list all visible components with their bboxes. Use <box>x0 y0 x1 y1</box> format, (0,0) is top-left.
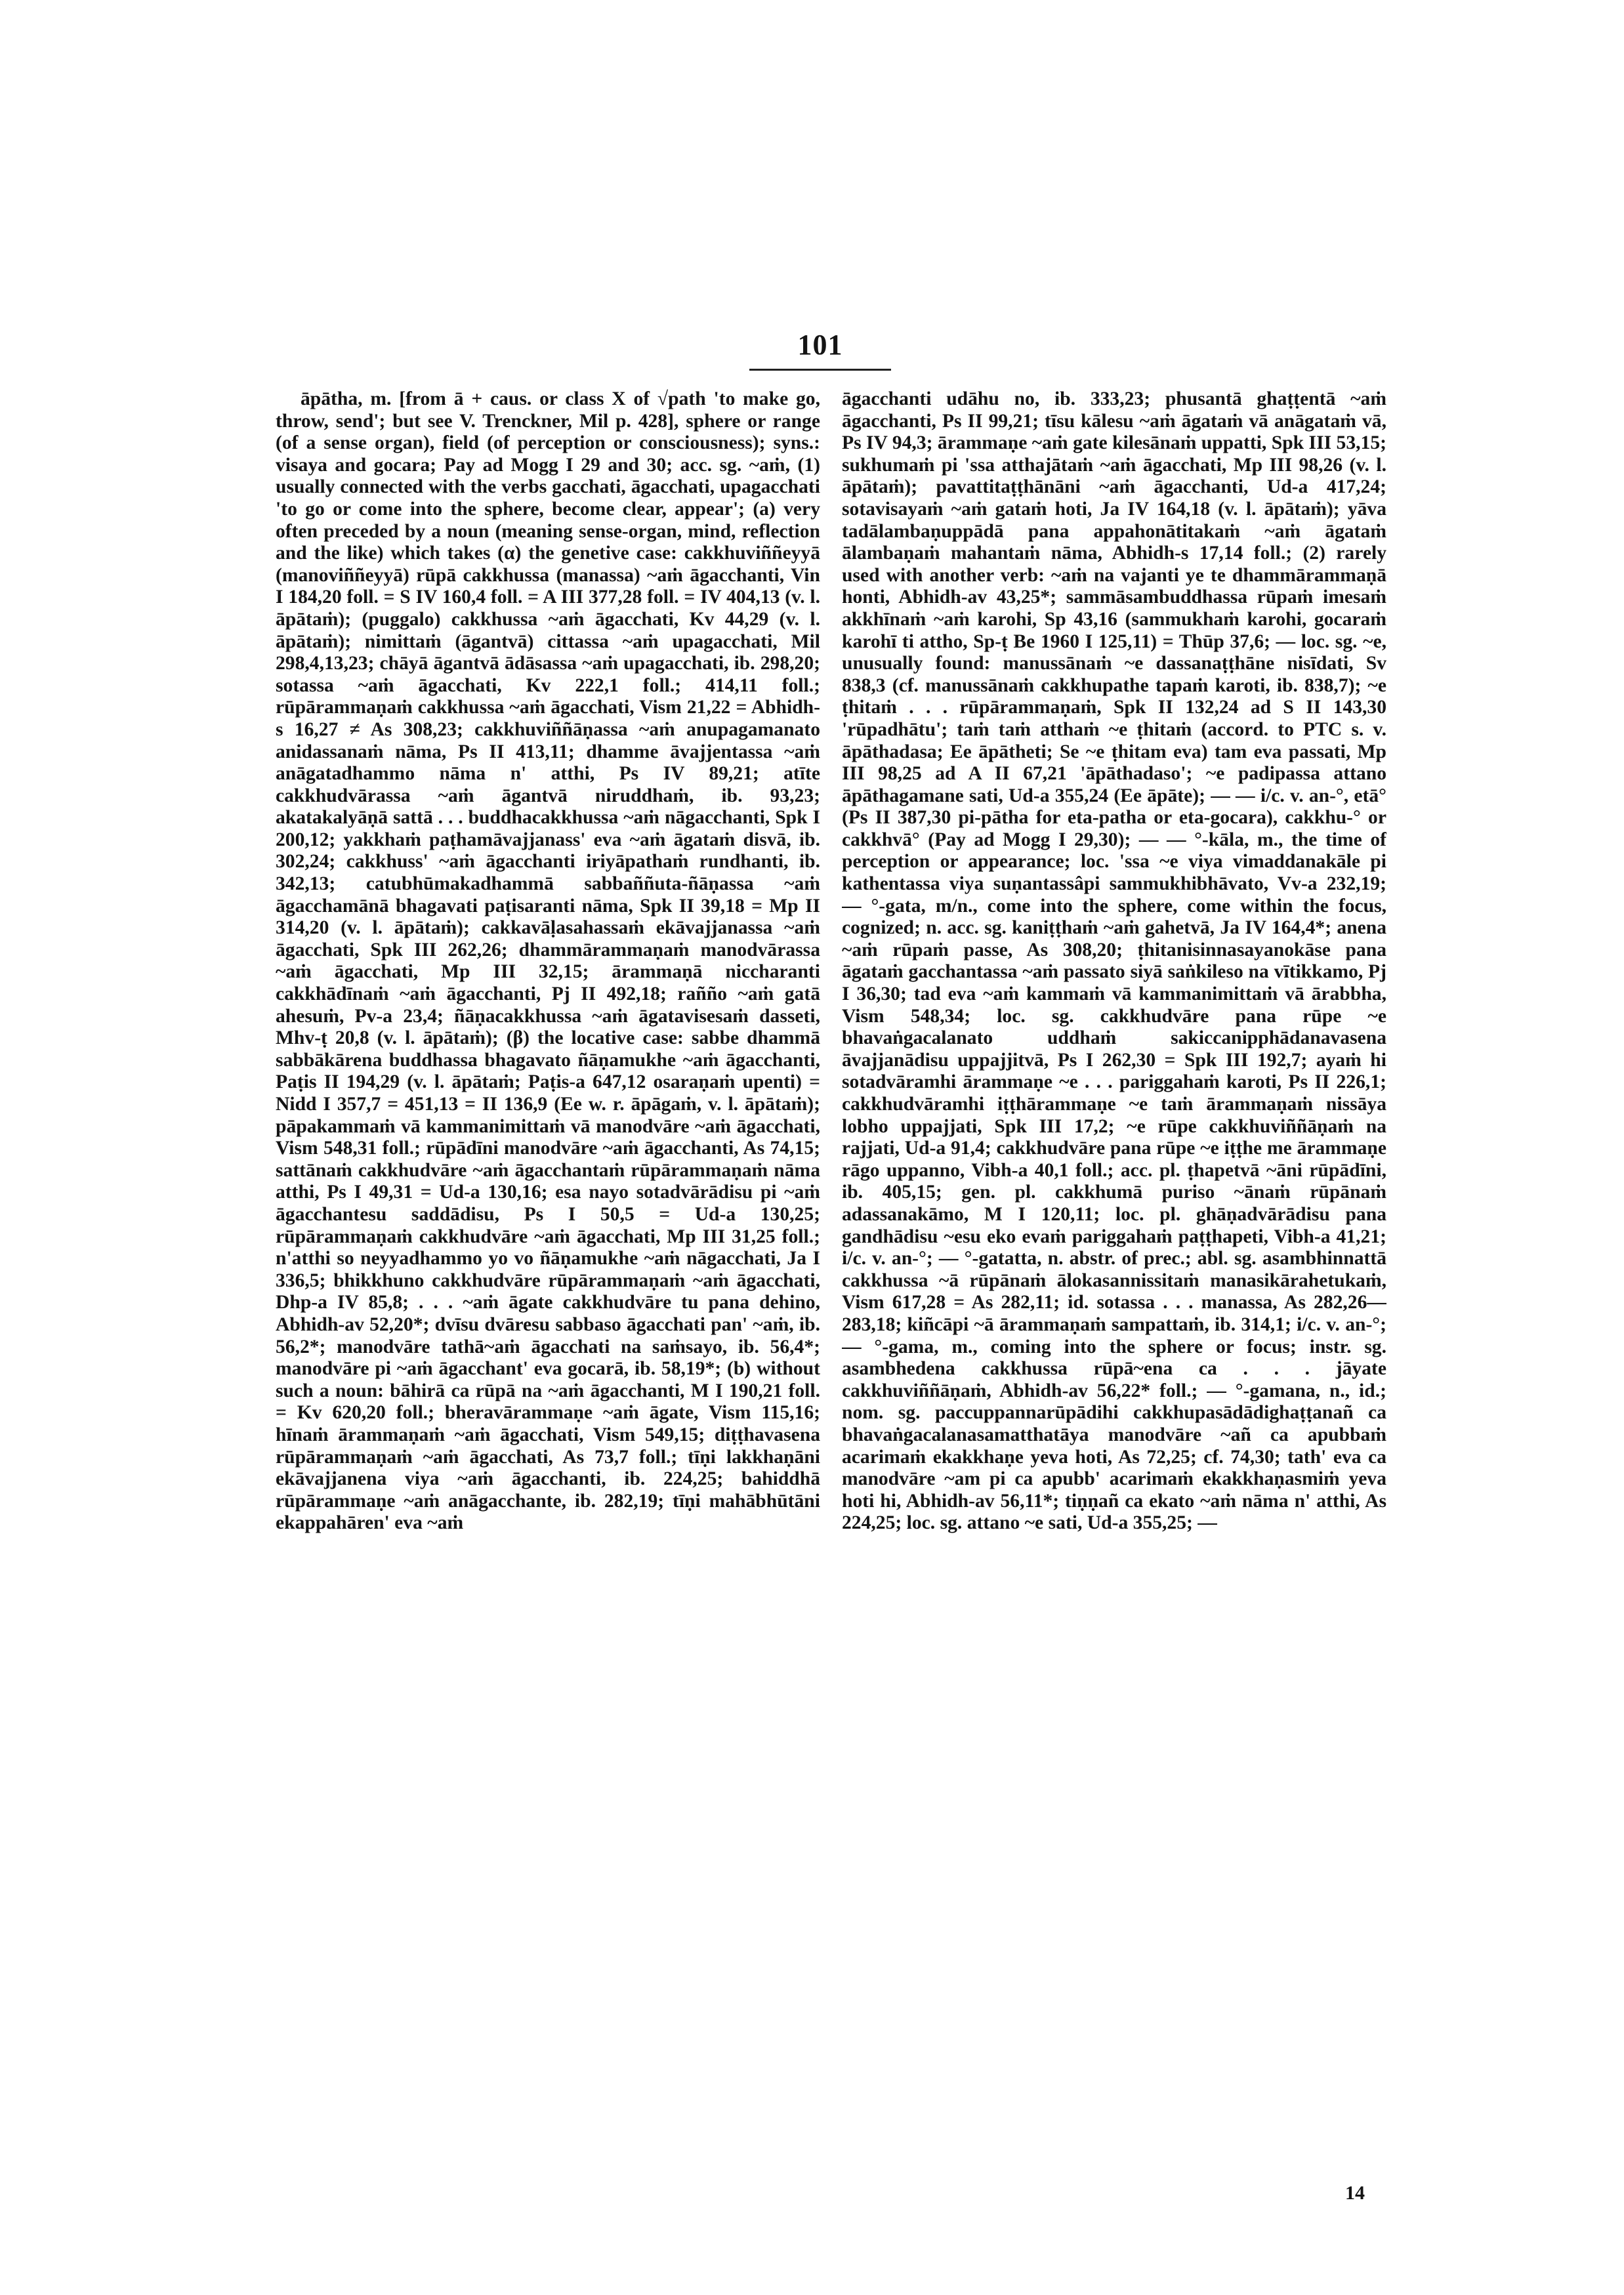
page-number: 101 <box>797 329 843 361</box>
right-column-text: āgacchanti udāhu no, ib. 333,23; phusantā ghaṭṭentā ~aṁ āgacchanti, Ps II 99,21; tīsu kālesu ~aṁ āgataṁ vā anāgataṁ vā, Ps IV 94,3; ārammaṇe ~aṁ gate kilesānaṁ uppatti, Spk III 53,15; sukhumaṁ pi 'ssa atthajātaṁ ~aṁ āgacchati, Mp III 98,26 (v. l. āpātaṁ); pavattitaṭṭhānāni ~aṁ āgacchanti, Ud-a 417,24; sotavisayaṁ ~aṁ gataṁ hoti, Ja IV 164,18 (v. l. āpātaṁ); yāva tadālambaṇuppādā pana appahonātitakaṁ ~aṁ āgataṁ ālambaṇaṁ mahantaṁ nāma, Abhidh-s 17,14 foll.; (2) rarely used with another verb: ~aṁ na vajanti ye te dhammārammaṇā honti, Abhidh-av 43,25*; sammāsambuddhassa rūpaṁ imesaṁ akkhīnaṁ ~aṁ karohi, Sp 43,16 (sammukhaṁ karohi, gocaraṁ karohī ti attho, Sp-ṭ Be 1960 I 125,11) = Thūp 37,6; — loc. sg. ~e, unusually found: manussānaṁ ~e dassanaṭṭhāne nisīdati, Sv 838,3 (cf. manussānaṁ cakkhupathe tapaṁ karoti, ib. 838,7); ~e ṭhitaṁ . . . rūpārammaṇaṁ, Spk II 132,24 ad S II 143,30 'rūpadhātu'; taṁ taṁ atthaṁ ~e ṭhitaṁ (accord. to PTC s. v. āpāthadasa; Ee āpātheti; Se ~e ṭhitam eva) tam eva passati, Mp III 98,25 ad A II 67,21 'āpāthadaso'; ~e padipassa attano āpāthagamane sati, Ud-a 355,24 (Ee āpāte); — — i/c. v. an-°, etā° (Ps II 387,30 pi-pātha for eta-patha or eta-gocara), cakkhu-° or cakkhvā° (Pay ad Mogg I 29,30); — — °-kāla, m., the time of perception or appearance; loc. 'ssa ~e viya vimaddanakāle pi kathentassa viya suṇantassâpi sammukhibhāvato, Vv-a 232,19; — °-gata, m/n., come into the sphere, come within the focus, cognized; n. acc. sg. kaniṭṭhaṁ ~aṁ gahetvā, Ja IV 164,4*; anena ~aṁ rūpaṁ passe, As 308,20; ṭhitanisinnasayanokāse pana āgataṁ gacchantassa ~aṁ passato siyā saṅkileso na vītikkamo, Pj I 36,30; tad eva ~aṁ kammaṁ vā kammanimittaṁ vā ārabbha, Vism 548,34; loc. sg. cakkhudvāre pana rūpe ~e bhavaṅgacalanato uddhaṁ sakiccanipphādanavasena āvajjanādisu uppajjitvā, Ps I 262,30 = Spk III 192,7; ayaṁ hi sotadvāramhi ārammaṇe ~e . . . pariggahaṁ karoti, Ps II 226,1; cakkhudvāramhi iṭṭhārammaṇe ~e taṁ ārammaṇaṁ nissāya lobho uppajjati, Spk III 17,2; ~e rūpe cakkhuviññāṇaṁ na rajjati, Ud-a 91,4; cakkhudvāre pana rūpe ~e iṭṭhe me ārammaṇe rāgo uppanno, Vibh-a 40,1 foll.; acc. pl. ṭhapetvā ~āni rūpādīni, ib. 405,15; gen. pl. cakkhumā puriso ~ānaṁ rūpānaṁ adassanakāmo, M I 120,11; loc. pl. ghāṇadvārādisu pana gandhādisu ~esu eko evaṁ pariggahaṁ paṭṭhapeti, Vibh-a 41,21; i/c. v. an-°; — °-gatatta, n. abstr. of prec.; abl. sg. asambhinnattā cakkhussa ~ā rūpānaṁ ālokasannissitaṁ manasikārahetukaṁ, Vism 617,28 = As 282,11; id. sotassa . . . manassa, As 282,26—283,18; kiñcāpi ~ā ārammaṇaṁ sampattaṁ, ib. 314,1; i/c. v. an-°; — °-gama, m., coming into the sphere or focus; instr. sg. asambhedena cakkhussa rūpā~ena ca . . . jāyate cakkhuviññāṇaṁ, Abhidh-av 56,22* foll.; — °-gamana, n., id.; nom. sg. paccuppannarūpādihi cakkhupasādādighaṭṭanañ ca bhavaṅgacalanasamatthatāya manodvāre ~añ ca apubbaṁ acarimaṁ ekakkhaṇe yeva hoti, As 72,25; cf. 74,30; tath' eva ca manodvāre ~am pi ca apubb' acarimaṁ ekakkhaṇasmiṁ yeva hoti hi, Abhidh-av 56,11*; tiṇṇañ ca ekato ~aṁ nāma n' atthi, As 224,25; loc. sg. attano ~e sati, Ud-a 355,25; — <box>842 388 1386 1534</box>
page-number-rule <box>749 369 891 371</box>
signature-mark: 14 <box>1345 2182 1365 2204</box>
left-column-text: āpātha, m. [from ā + caus. or class X of √path 'to make go, throw, send'; but see V. Trenckner, Mil p. 428], sphere or range (of a sense organ), field (of perception or consciousness); syns.: visaya and gocara; Pay ad Mogg I 29 and 30; acc. sg. ~aṁ, (1) usually connected with the verbs gacchati, āgacchati, upagacchati 'to go or come into the sphere, become clear, appear'; (a) very often preceded by a noun (meaning sense-organ, mind, reflection and the like) which takes (α) the genetive case: cakkhuviññeyyā (manoviññeyyā) rūpā cakkhussa (manassa) ~aṁ āgacchanti, Vin I 184,20 foll. = S IV 160,4 foll. = A III 377,28 foll. = IV 404,13 (v. l. āpātaṁ); (puggalo) cakkhussa ~aṁ āgacchati, Kv 44,29 (v. l. āpātaṁ); nimittaṁ (āgantvā) cittassa ~aṁ upagacchati, Mil 298,4,13,23; chāyā āgantvā ādāsassa ~aṁ upagacchati, ib. 298,20; sotassa ~aṁ āgacchati, Kv 222,1 foll.; 414,11 foll.; rūpārammaṇaṁ cakkhussa ~aṁ āgacchati, Vism 21,22 = Abhidh-s 16,27 ≠ As 308,23; cakkhuviññāṇassa ~aṁ anupagamanato anidassanaṁ nāma, Ps II 413,11; dhamme āvajjentassa ~aṁ anāgatadhammo nāma n' atthi, Ps IV 89,21; atīte cakkhudvārassa ~aṁ āgantvā niruddhaṁ, ib. 93,23; akatakalyāṇā sattā . . . buddhacakkhussa ~aṁ nāgacchanti, Spk I 200,12; yakkhaṁ paṭhamāvajjanass' eva ~aṁ āgataṁ disvā, ib. 302,24; cakkhuss' ~aṁ āgacchanti iriyāpathaṁ rundhanti, ib. 342,13; catubhūmakadhammā sabbaññuta-ñāṇassa ~aṁ āgacchamānā bhagavati paṭisaranti nāma, Spk II 39,18 = Mp II 314,20 (v. l. āpātaṁ); cakkavāḷasahassaṁ ekāvajjanassa ~aṁ āgacchati, Spk III 262,26; dhammārammaṇaṁ manodvārassa ~aṁ āgacchati, Mp III 32,15; ārammaṇā niccharanti cakkhādīnaṁ ~aṁ āgacchanti, Pj II 492,18; rañño ~aṁ gatā ahesuṁ, Pv-a 23,4; ñāṇacakkhussa ~aṁ āgatavisesaṁ dasseti, Mhv-ṭ 20,8 (v. l. āpātaṁ); (β) the locative case: sabbe dhammā sabbākārena buddhassa bhagavato ñāṇamukhe ~aṁ āgacchanti, Paṭis II 194,29 (v. l. āpātaṁ; Paṭis-a 647,12 osaraṇaṁ upenti) = Nidd I 357,7 = 451,13 = II 136,9 (Ee w. r. āpāgaṁ, v. l. āpātaṁ); pāpakammaṁ vā kammanimittaṁ vā manodvāre ~aṁ āgacchati, Vism 548,31 foll.; rūpādīni manodvāre ~aṁ āgacchanti, As 74,15; sattānaṁ cakkhudvāre ~aṁ āgacchantaṁ rūpārammaṇaṁ nāma atthi, Ps I 49,31 = Ud-a 130,16; esa nayo sotadvārādisu pi ~aṁ āgacchantesu saddādisu, Ps I 50,5 = Ud-a 130,25; rūpārammaṇaṁ cakkhudvāre ~aṁ āgacchati, Mp III 31,25 foll.; n'atthi so neyyadhammo yo vo ñāṇamukhe ~aṁ nāgacchati, Ja I 336,5; bhikkhuno cakkhudvāre rūpārammaṇaṁ ~aṁ āgacchati, Dhp-a IV 85,8; . . . ~aṁ āgate cakkhudvāre tu pana dehino, Abhidh-av 52,20*; dvīsu dvāresu sabbaso āgacchati pan' ~aṁ, ib. 56,2*; manodvāre tathā~aṁ āgacchati na saṁsayo, ib. 56,4*; manodvāre pi ~aṁ āgacchant' eva gocarā, ib. 58,19*; (b) without such a noun: bāhirā ca rūpā na ~aṁ āgacchanti, M I 190,21 foll. = Kv 620,20 foll.; bheravārammaṇe ~aṁ āgate, Vism 115,16; hīnaṁ ārammaṇaṁ ~aṁ āgacchati, Vism 549,15; diṭṭhavasena rūpārammaṇaṁ ~aṁ āgacchati, As 73,7 foll.; tīṇi lakkhaṇāni ekāvajjanena viya ~aṁ āgacchanti, ib. 224,25; bahiddhā rūpārammaṇe ~aṁ anāgacchante, ib. 282,19; tīṇi mahābhūtāni ekappahāren' eva ~aṁ <box>276 388 820 1534</box>
